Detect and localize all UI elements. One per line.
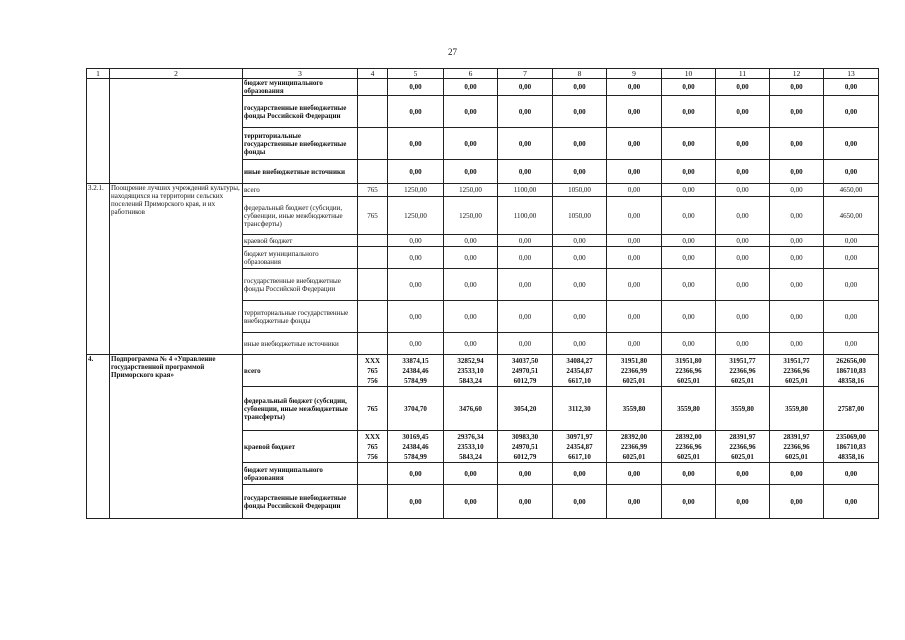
kbk-code bbox=[358, 128, 388, 160]
column-number-4: 4 bbox=[358, 69, 388, 79]
source-label: территориальные государственные внебюджетные фонды bbox=[243, 128, 358, 160]
table-row bbox=[87, 184, 879, 197]
value-stack-cell bbox=[607, 431, 662, 463]
value-cell: 0,00 bbox=[607, 197, 662, 235]
value-cell: 0,00 bbox=[553, 247, 607, 269]
column-number-2: 2 bbox=[110, 69, 243, 79]
value-cell: 29376,34 bbox=[457, 432, 484, 441]
value-cell: 33874,15 bbox=[402, 356, 429, 365]
value-cell: 6025,01 bbox=[677, 376, 700, 385]
column-number-12: 12 bbox=[770, 69, 824, 79]
value-cell: 1250,00 bbox=[444, 184, 498, 197]
value-cell: 0,00 bbox=[498, 463, 553, 485]
value-stack-cell bbox=[770, 431, 824, 463]
value-cell: 0,00 bbox=[662, 333, 716, 355]
value-stack-cell bbox=[770, 355, 824, 387]
value-cell: 0,00 bbox=[607, 184, 662, 197]
value-cell: 22366,96 bbox=[783, 442, 810, 451]
value-cell: 22366,96 bbox=[675, 442, 702, 451]
value-cell: 0,00 bbox=[444, 301, 498, 333]
column-number-7: 7 bbox=[498, 69, 553, 79]
value-cell: 1100,00 bbox=[498, 184, 553, 197]
value-cell: 31951,80 bbox=[620, 356, 648, 365]
value-cell: 0,00 bbox=[770, 485, 824, 519]
value-cell: 0,00 bbox=[824, 247, 879, 269]
value-cell: 3704,70 bbox=[388, 387, 444, 431]
value-cell: 0,00 bbox=[662, 301, 716, 333]
value-cell: 0,00 bbox=[498, 128, 553, 160]
value-cell: 0,00 bbox=[607, 96, 662, 128]
value-cell: 28392,00 bbox=[675, 432, 702, 441]
value-cell: 28392,00 bbox=[620, 432, 648, 441]
value-cell: 186710,83 bbox=[836, 366, 866, 375]
value-cell: 28391,97 bbox=[729, 432, 756, 441]
value-cell: 6025,01 bbox=[731, 376, 754, 385]
value-cell: 0,00 bbox=[607, 333, 662, 355]
value-cell: 1100,00 bbox=[498, 197, 553, 235]
value-cell: 0,00 bbox=[716, 333, 770, 355]
value-cell: 22366,99 bbox=[620, 442, 648, 451]
kbk-code-stack bbox=[358, 355, 388, 387]
value-cell: 0,00 bbox=[716, 301, 770, 333]
value-cell: 0,00 bbox=[662, 160, 716, 184]
column-number-13: 13 bbox=[824, 69, 879, 79]
value-cell: 0,00 bbox=[388, 128, 444, 160]
value-cell: 0,00 bbox=[770, 128, 824, 160]
value-cell: 0,00 bbox=[716, 485, 770, 519]
value-cell: 3476,60 bbox=[444, 387, 498, 431]
value-cell: 1250,00 bbox=[444, 197, 498, 235]
value-stack-cell bbox=[662, 355, 716, 387]
value-stack-cell bbox=[607, 355, 662, 387]
value-cell: 22366,96 bbox=[675, 366, 702, 375]
value-cell: 0,00 bbox=[388, 333, 444, 355]
value-cell: 186710,83 bbox=[836, 442, 866, 451]
value-cell: 0,00 bbox=[770, 235, 824, 247]
value-cell: 0,00 bbox=[770, 96, 824, 128]
value-cell: 30971,97 bbox=[566, 432, 593, 441]
value-cell: 0,00 bbox=[444, 160, 498, 184]
source-label: бюджет муниципального образования bbox=[243, 463, 358, 485]
source-label: краевой бюджет bbox=[243, 431, 358, 463]
value-cell: 24384,46 bbox=[402, 442, 429, 451]
value-cell: 0,00 bbox=[553, 463, 607, 485]
value-cell: 0,00 bbox=[553, 301, 607, 333]
page-number: 27 bbox=[448, 47, 457, 57]
value-cell: 31951,77 bbox=[729, 356, 756, 365]
value-stack-cell bbox=[388, 355, 444, 387]
value-cell: 22366,99 bbox=[620, 366, 648, 375]
value-stack-cell bbox=[498, 355, 553, 387]
value-cell: 0,00 bbox=[444, 247, 498, 269]
value-cell: 5784,99 bbox=[404, 376, 427, 385]
value-cell: 6025,01 bbox=[677, 452, 700, 461]
value-cell: 4650,00 bbox=[824, 197, 879, 235]
source-label: территориальные государственные внебюджетные фонды bbox=[243, 301, 358, 333]
source-label: всего bbox=[243, 355, 358, 387]
value-cell: 0,00 bbox=[662, 463, 716, 485]
kbk-code bbox=[358, 247, 388, 269]
value-cell: 6025,01 bbox=[785, 452, 808, 461]
value-cell: 0,00 bbox=[824, 485, 879, 519]
kbk-code bbox=[358, 79, 388, 96]
value-cell: 0,00 bbox=[824, 128, 879, 160]
value-cell: 0,00 bbox=[824, 269, 879, 301]
kbk-code: 765 bbox=[358, 197, 388, 235]
value-cell: 0,00 bbox=[662, 247, 716, 269]
kbk-code: 765 bbox=[358, 184, 388, 197]
value-cell: 0,00 bbox=[444, 235, 498, 247]
value-cell: 48358,16 bbox=[837, 452, 865, 461]
value-cell: 0,00 bbox=[716, 160, 770, 184]
kbk-code-stack bbox=[358, 431, 388, 463]
source-label: бюджет муниципального образования bbox=[243, 79, 358, 96]
budget-table bbox=[86, 68, 879, 519]
value-cell: 3559,80 bbox=[607, 387, 662, 431]
value-cell: 0,00 bbox=[716, 96, 770, 128]
value-cell: 4650,00 bbox=[824, 184, 879, 197]
table-row bbox=[87, 355, 879, 387]
value-cell: 0,00 bbox=[388, 247, 444, 269]
value-cell: 0,00 bbox=[553, 96, 607, 128]
value-cell: 3054,20 bbox=[498, 387, 553, 431]
value-cell: 0,00 bbox=[388, 160, 444, 184]
value-cell: 0,00 bbox=[662, 269, 716, 301]
value-cell: 5784,99 bbox=[404, 452, 427, 461]
value-cell: 28391,97 bbox=[783, 432, 810, 441]
value-cell: 0,00 bbox=[824, 235, 879, 247]
value-cell: 0,00 bbox=[498, 235, 553, 247]
value-cell: 5843,24 bbox=[459, 452, 482, 461]
column-number-5: 5 bbox=[388, 69, 444, 79]
value-cell: 0,00 bbox=[553, 485, 607, 519]
value-cell: 30983,30 bbox=[511, 432, 539, 441]
value-cell: 23533,10 bbox=[457, 442, 484, 451]
value-cell: 0,00 bbox=[388, 269, 444, 301]
value-cell: 0,00 bbox=[388, 96, 444, 128]
column-number-row bbox=[87, 69, 879, 79]
value-cell: 0,00 bbox=[553, 235, 607, 247]
value-cell: 0,00 bbox=[716, 269, 770, 301]
value-cell: 0,00 bbox=[824, 333, 879, 355]
value-stack-cell bbox=[716, 355, 770, 387]
value-cell: 0,00 bbox=[824, 96, 879, 128]
value-cell: 0,00 bbox=[388, 463, 444, 485]
table-row bbox=[87, 79, 879, 96]
value-cell: 0,00 bbox=[770, 269, 824, 301]
value-cell: 0,00 bbox=[770, 184, 824, 197]
value-stack-cell bbox=[824, 355, 879, 387]
value-cell: 5843,24 bbox=[459, 376, 482, 385]
value-cell: 0,00 bbox=[716, 79, 770, 96]
value-cell: 0,00 bbox=[662, 79, 716, 96]
value-cell: 0,00 bbox=[498, 96, 553, 128]
value-cell: 0,00 bbox=[553, 79, 607, 96]
source-label: всего bbox=[243, 184, 358, 197]
value-cell: 6617,10 bbox=[568, 452, 591, 461]
source-label: государственные внебюджетные фонды Российской Федерации bbox=[243, 269, 358, 301]
event-name: Поощрение лучших учреждений культуры, находящихся на территории сельских поселений Приморского края, и их работников bbox=[110, 184, 243, 355]
value-cell: 0,00 bbox=[770, 333, 824, 355]
value-cell: 0,00 bbox=[607, 485, 662, 519]
column-number-6: 6 bbox=[444, 69, 498, 79]
value-cell: 22366,96 bbox=[729, 366, 756, 375]
blank-name-cell bbox=[110, 79, 243, 184]
value-cell: 31951,80 bbox=[675, 356, 702, 365]
value-cell: 0,00 bbox=[444, 269, 498, 301]
value-cell: 23533,10 bbox=[457, 366, 484, 375]
value-cell: 6012,79 bbox=[513, 452, 537, 461]
value-cell: 0,00 bbox=[607, 463, 662, 485]
value-cell: 1250,00 bbox=[388, 184, 444, 197]
value-cell: 0,00 bbox=[444, 333, 498, 355]
value-cell: 1050,00 bbox=[553, 184, 607, 197]
source-label: краевой бюджет bbox=[243, 235, 358, 247]
value-cell: 0,00 bbox=[662, 128, 716, 160]
value-cell: 0,00 bbox=[607, 301, 662, 333]
column-number-11: 11 bbox=[716, 69, 770, 79]
kbk-code: XXX bbox=[364, 432, 381, 441]
kbk-code: 765 bbox=[367, 442, 378, 451]
value-cell: 24970,51 bbox=[511, 442, 539, 451]
value-cell: 0,00 bbox=[607, 269, 662, 301]
value-cell: 0,00 bbox=[498, 160, 553, 184]
kbk-code bbox=[358, 96, 388, 128]
value-cell: 0,00 bbox=[770, 79, 824, 96]
value-stack-cell bbox=[388, 431, 444, 463]
value-cell: 0,00 bbox=[662, 235, 716, 247]
value-cell: 3559,80 bbox=[716, 387, 770, 431]
value-cell: 24354,87 bbox=[566, 366, 593, 375]
value-cell: 48358,16 bbox=[837, 376, 865, 385]
value-cell: 0,00 bbox=[824, 463, 879, 485]
value-cell: 0,00 bbox=[388, 301, 444, 333]
kbk-code: 756 bbox=[367, 376, 378, 385]
value-cell: 3559,80 bbox=[662, 387, 716, 431]
value-cell: 235069,00 bbox=[836, 432, 866, 441]
value-cell: 6617,10 bbox=[568, 376, 591, 385]
value-cell: 0,00 bbox=[770, 301, 824, 333]
source-label: иные внебюджетные источники bbox=[243, 333, 358, 355]
value-stack-cell bbox=[553, 431, 607, 463]
value-cell: 0,00 bbox=[716, 463, 770, 485]
value-stack-cell bbox=[498, 431, 553, 463]
value-cell: 1250,00 bbox=[388, 197, 444, 235]
value-cell: 0,00 bbox=[553, 160, 607, 184]
kbk-code bbox=[358, 160, 388, 184]
value-cell: 0,00 bbox=[553, 333, 607, 355]
value-stack-cell bbox=[553, 355, 607, 387]
value-cell: 0,00 bbox=[770, 463, 824, 485]
value-cell: 262656,00 bbox=[836, 356, 866, 365]
value-cell: 22366,96 bbox=[783, 366, 810, 375]
column-number-8: 8 bbox=[553, 69, 607, 79]
value-cell: 0,00 bbox=[444, 128, 498, 160]
value-cell: 0,00 bbox=[662, 184, 716, 197]
row-number: 4. bbox=[87, 355, 110, 519]
source-label: государственные внебюджетные фонды Российской Федерации bbox=[243, 96, 358, 128]
column-number-10: 10 bbox=[662, 69, 716, 79]
value-cell: 0,00 bbox=[444, 463, 498, 485]
value-cell: 0,00 bbox=[716, 197, 770, 235]
value-cell: 1050,00 bbox=[553, 197, 607, 235]
value-stack-cell bbox=[824, 431, 879, 463]
value-cell: 0,00 bbox=[716, 184, 770, 197]
table-body bbox=[87, 69, 879, 519]
value-cell: 0,00 bbox=[770, 197, 824, 235]
value-cell: 0,00 bbox=[607, 235, 662, 247]
row-number: 3.2.1. bbox=[87, 184, 110, 355]
value-cell: 34037,50 bbox=[511, 356, 539, 365]
subprogram-name: Подпрограмма № 4 «Управление государственной программой Приморского края» bbox=[110, 355, 243, 519]
kbk-code: XXX bbox=[364, 356, 381, 365]
value-cell: 0,00 bbox=[770, 160, 824, 184]
value-cell: 0,00 bbox=[444, 79, 498, 96]
value-cell: 0,00 bbox=[553, 269, 607, 301]
value-cell: 0,00 bbox=[498, 301, 553, 333]
value-cell: 0,00 bbox=[444, 96, 498, 128]
kbk-code bbox=[358, 269, 388, 301]
kbk-code: 756 bbox=[367, 452, 378, 461]
value-stack-cell bbox=[444, 431, 498, 463]
value-cell: 27587,00 bbox=[824, 387, 879, 431]
blank-number-cell bbox=[87, 79, 110, 184]
value-cell: 0,00 bbox=[824, 160, 879, 184]
column-number-1: 1 bbox=[87, 69, 110, 79]
value-cell: 32852,94 bbox=[457, 356, 484, 365]
value-cell: 0,00 bbox=[716, 247, 770, 269]
source-label: федеральный бюджет (субсидии, субвенции, иные межбюджетные трансферты) bbox=[243, 197, 358, 235]
kbk-code bbox=[358, 235, 388, 247]
kbk-code bbox=[358, 301, 388, 333]
value-cell: 0,00 bbox=[662, 96, 716, 128]
value-cell: 0,00 bbox=[607, 128, 662, 160]
value-cell: 0,00 bbox=[716, 235, 770, 247]
value-cell: 0,00 bbox=[498, 333, 553, 355]
value-cell: 6025,01 bbox=[731, 452, 754, 461]
value-cell: 0,00 bbox=[716, 128, 770, 160]
value-cell: 0,00 bbox=[498, 247, 553, 269]
kbk-code: 765 bbox=[358, 387, 388, 431]
value-cell: 0,00 bbox=[498, 485, 553, 519]
value-cell: 0,00 bbox=[498, 269, 553, 301]
column-number-3: 3 bbox=[243, 69, 358, 79]
value-cell: 34084,27 bbox=[566, 356, 593, 365]
value-cell: 6012,79 bbox=[513, 376, 537, 385]
column-number-9: 9 bbox=[607, 69, 662, 79]
value-cell: 6025,01 bbox=[785, 376, 808, 385]
value-cell: 0,00 bbox=[388, 485, 444, 519]
source-label: государственные внебюджетные фонды Российской Федерации bbox=[243, 485, 358, 519]
value-cell: 0,00 bbox=[662, 485, 716, 519]
value-cell: 0,00 bbox=[662, 197, 716, 235]
value-cell: 3559,80 bbox=[770, 387, 824, 431]
value-cell: 30169,45 bbox=[402, 432, 429, 441]
kbk-code bbox=[358, 333, 388, 355]
value-cell: 24354,87 bbox=[566, 442, 593, 451]
value-cell: 0,00 bbox=[498, 79, 553, 96]
value-cell: 24384,46 bbox=[402, 366, 429, 375]
value-cell: 0,00 bbox=[607, 79, 662, 96]
value-cell: 0,00 bbox=[607, 247, 662, 269]
value-cell: 0,00 bbox=[824, 301, 879, 333]
value-cell: 0,00 bbox=[770, 247, 824, 269]
source-label: бюджет муниципального образования bbox=[243, 247, 358, 269]
value-cell: 0,00 bbox=[824, 79, 879, 96]
value-stack-cell bbox=[444, 355, 498, 387]
value-cell: 22366,96 bbox=[729, 442, 756, 451]
source-label: иные внебюджетные источники bbox=[243, 160, 358, 184]
value-cell: 0,00 bbox=[553, 128, 607, 160]
source-label: федеральный бюджет (субсидии, субвенции, иные межбюджетные трансферты) bbox=[243, 387, 358, 431]
value-cell: 24970,51 bbox=[511, 366, 539, 375]
kbk-code bbox=[358, 485, 388, 519]
value-stack-cell bbox=[716, 431, 770, 463]
value-cell: 0,00 bbox=[607, 160, 662, 184]
value-cell: 6025,01 bbox=[622, 452, 646, 461]
value-cell: 0,00 bbox=[388, 79, 444, 96]
value-cell: 3112,30 bbox=[553, 387, 607, 431]
value-cell: 0,00 bbox=[444, 485, 498, 519]
kbk-code: 765 bbox=[367, 366, 378, 375]
kbk-code bbox=[358, 463, 388, 485]
value-cell: 0,00 bbox=[388, 235, 444, 247]
value-cell: 6025,01 bbox=[622, 376, 646, 385]
value-stack-cell bbox=[662, 431, 716, 463]
value-cell: 31951,77 bbox=[783, 356, 810, 365]
